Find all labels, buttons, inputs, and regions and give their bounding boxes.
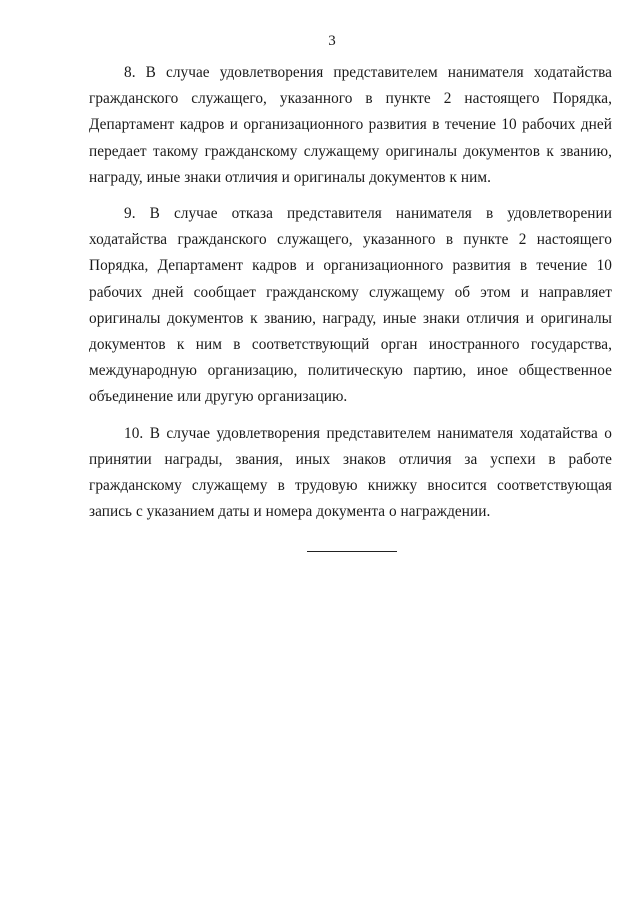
page-number: 3	[328, 33, 336, 49]
paragraph-9: 9. В случае отказа представителя нанимателя в удовлетворении ходатайства гражданского служащего, указанного в пункте 2 настоящего Порядка, Департамент кадров и организационного развития в течение 10 рабочих дней сообщает гражданскому служащему об этом и направляет оригиналы документов к званию, награду, иные знаки отличия и оригиналы документов к ним в соответствующий орган иностранного государства, международную организацию, политическую партию, иное общественное объединение или другую организацию.	[89, 205, 612, 406]
end-separator-line	[307, 551, 397, 552]
paragraph-10: 10. В случае удовлетворения представителем нанимателя ходатайства о принятии награды, звания, иных знаков отличия за успехи в работе гражданскому служащему в трудовую книжку вносится соответствующая запись с указанием даты и номера документа о награждении.	[89, 424, 612, 521]
document-body	[89, 60, 612, 535]
paragraph-8: 8. В случае удовлетворения представителем нанимателя ходатайства гражданского служащего, указанного в пункте 2 настоящего Порядка, Департамент кадров и организационного развития в течение 10 рабочих дней передает такому гражданскому служащему оригиналы документов к званию, награду, иные знаки отличия и оригиналы документов к ним.	[89, 64, 612, 186]
